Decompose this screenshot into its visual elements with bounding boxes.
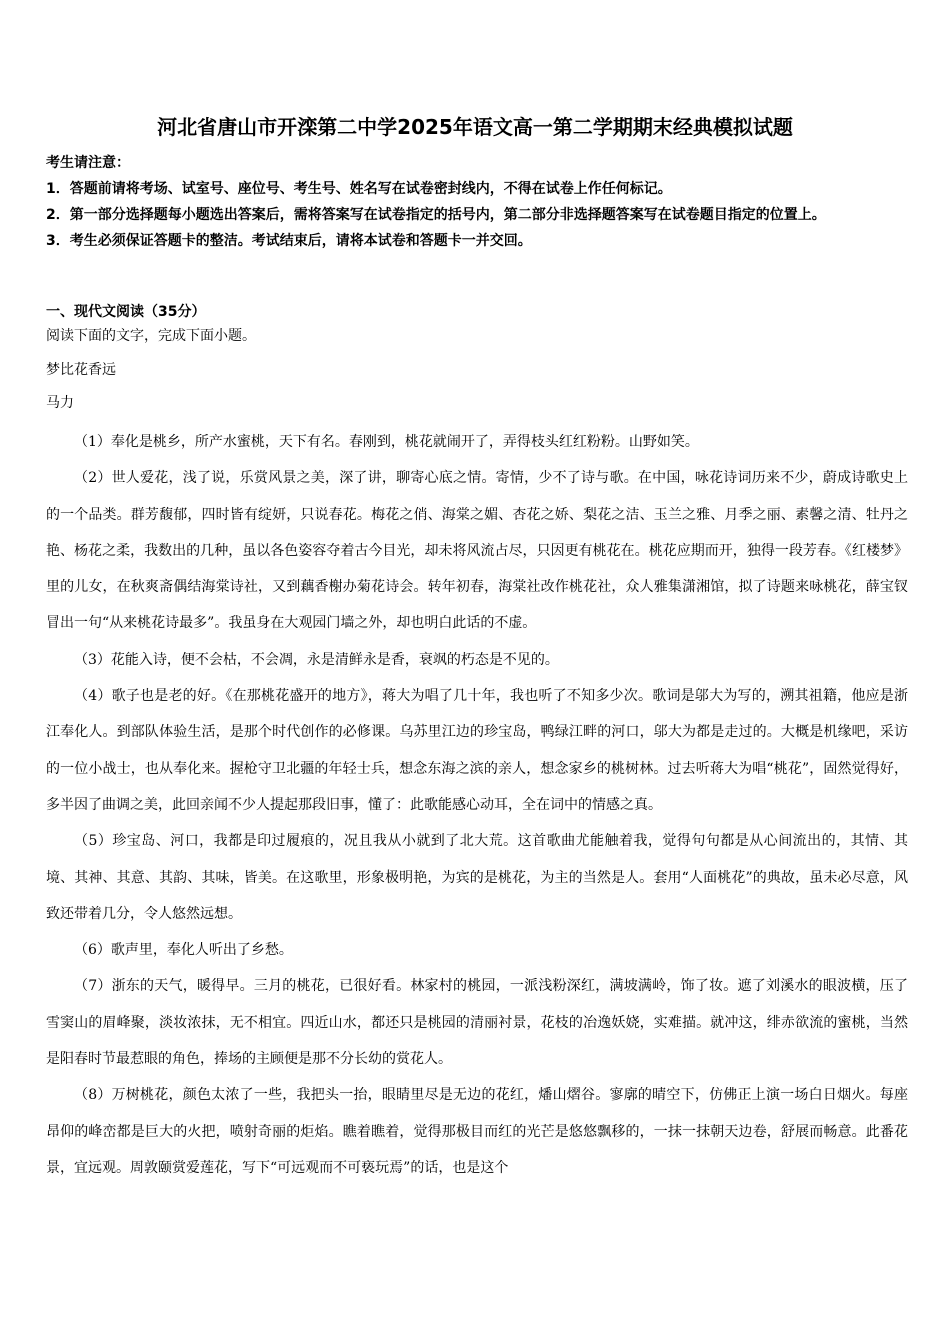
paragraph: （2）世人爱花，浅了说，乐赏风景之美，深了讲，聊寄心底之情。寄情，少不了诗与歌。在中国，咏花诗词历来不少，蔚成诗歌史上的一个品类。群芳馥郁，四时皆有绽妍，只说春花。梅花之俏、海棠之媚、杏花之娇、梨花之洁、玉兰之雅、月季之丽、素馨之清、牡丹之艳、杨花之柔，我数出的几种，虽以各色姿容夺着古今目光，却未将风流占尽，只因更有桃花在。桃花应期而开，独得一段芳春。《红楼梦》里的儿女，在秋爽斋偶结海棠诗社，又到藕香榭办菊花诗会。转年初春，海棠社改作桃花社，众人雅集潇湘馆，拟了诗题来咏桃花，薛宝钗冒出一句“从来桃花诗最多”。我虽身在大观园门墙之外，却也明白此话的不虚。	[46, 470, 908, 632]
paragraph: （4）歌子也是老的好。《在那桃花盛开的地方》，蒋大为唱了几十年，我也听了不知多少次。歌词是邬大为写的，溯其祖籍，他应是浙江奉化人。到部队体验生活，是那个时代创作的必修课。乌苏里江边的珍宝岛，鸭绿江畔的河口，邬大为都是走过的。大概是机缘吧，采访的一位小战士，也从奉化来。握枪守卫北疆的年轻士兵，想念东海之滨的亲人，想念家乡的桃树林。过去听蒋大为唱“桃花”，固然觉得好，多半因了曲调之美，此回亲闻不少人提起那段旧事，懂了：此歌能感心动耳，全在词中的情感之真。	[46, 688, 908, 813]
exam-title: 河北省唐山市开滦第二中学2025年语文高一第二学期期末经典模拟试题	[157, 115, 793, 139]
paragraph: （1）奉化是桃乡，所产水蜜桃，天下有名。春刚到，桃花就闹开了，弄得枝头红红粉粉。山野如笑。	[74, 434, 699, 450]
paragraph: （6）歌声里，奉化人听出了乡愁。	[74, 942, 293, 959]
notice-item: 3．考生必须保证答题卡的整洁。考试结束后，请将本试卷和答题卡一并交回。	[46, 233, 532, 249]
candidate-notice	[46, 150, 906, 254]
paragraph: （5）珍宝岛、河口，我都是印过履痕的，况且我从小就到了北大荒。这首歌曲尤能触着我，觉得句句都是从心间流出的，其情、其境、其神、其意、其韵、其味，皆美。在这歌里，形象极明艳，为宾的是桃花，为主的当然是人。套用“人面桃花”的典故，虽未必尽意，风致还带着几分，令人悠然远想。	[46, 833, 908, 922]
paragraph: （8）万树桃花，颜色太浓了一些，我把头一抬，眼睛里尽是无边的花红，燔山熠谷。寥廓的晴空下，仿佛正上演一场白日烟火。每座昂仰的峰峦都是巨大的火把，喷射奇丽的炬焰。瞧着瞧着，觉得那极目而红的光芒是悠悠飘移的，一抹一抹朝天边卷，舒展而畅意。此番花景，宜远观。周敦颐赏爱莲花，写下“可远观而不可亵玩焉”的话，也是这个	[46, 1087, 908, 1176]
section-instruction: 阅读下面的文字，完成下面小题。	[46, 328, 256, 344]
paragraph: （3）花能入诗，便不会枯，不会凋，永是清鲜永是香，衰飒的朽态是不见的。	[74, 651, 559, 668]
notice-item: 2．第一部分选择题每小题选出答案后，需将答案写在试卷指定的括号内，第二部分非选择题答案写在试卷题目指定的位置上。	[46, 207, 826, 223]
notice-heading: 考生请注意：	[46, 155, 130, 171]
article-title: 梦比花香远	[46, 362, 116, 378]
article-body	[46, 424, 908, 1186]
article-author: 马力	[46, 395, 74, 411]
notice-item: 1．答题前请将考场、试室号、座位号、考生号、姓名写在试卷密封线内，不得在试卷上作任何标记。	[46, 181, 672, 197]
section-heading: 一、现代文阅读（35分）	[46, 304, 206, 320]
paragraph: （7）浙东的天气，暖得早。三月的桃花，已很好看。林家村的桃园，一派浅粉深红，满坡满岭，饰了妆。遮了刘溪水的眼波横，压了雪窦山的眉峰聚，淡妆浓抹，无不相宜。四近山水，都还只是桃园的清丽衬景，花枝的冶逸妖娆，实难描。就冲这，绯赤欲流的蜜桃，当然是阳春时节最惹眼的角色，捧场的主顾便是那不分长幼的赏花人。	[46, 978, 908, 1068]
